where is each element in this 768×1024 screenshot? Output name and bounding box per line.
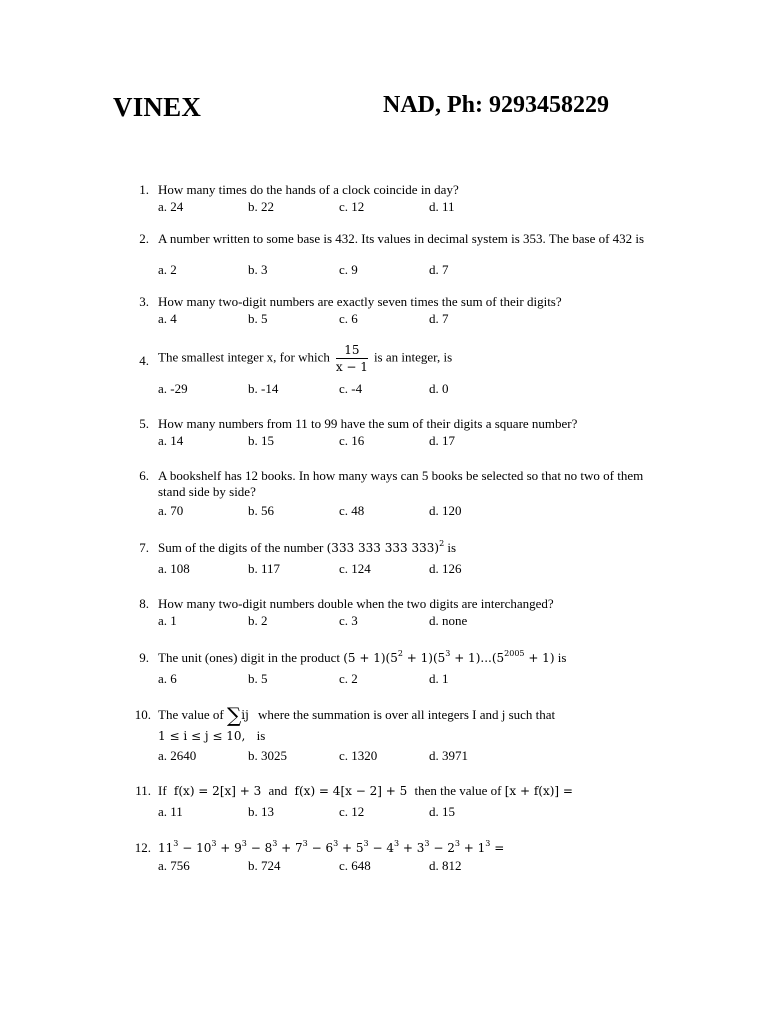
exponent: 3 — [363, 839, 369, 848]
summation-sign: ∑ — [226, 703, 242, 727]
expression-part: + 1)...(5 — [450, 651, 505, 665]
option-a: a. 11 — [158, 804, 183, 819]
question-text-after: is — [447, 540, 457, 555]
expression-part: + 1) — [524, 651, 555, 665]
question-text: How many two-digit numbers double when the two digits are interchanged? — [158, 596, 554, 611]
options-row — [158, 311, 578, 327]
term: + 3 — [402, 841, 425, 855]
question-text-before: The smallest integer x, for which — [158, 349, 330, 365]
option-b: b. 117 — [248, 561, 281, 576]
question-text-after: where the summation is over all integers I and j such that — [258, 707, 556, 722]
question-number: 12. — [134, 840, 151, 855]
option-c: c. 12 — [339, 804, 365, 819]
option-d: d. 126 — [429, 561, 462, 576]
options-row — [158, 433, 578, 449]
expression-part: + 1)(5 — [402, 651, 446, 665]
option-d: d. 3971 — [429, 748, 468, 763]
option-a: a. 70 — [158, 503, 184, 518]
question-text — [158, 540, 658, 556]
option-a: a. 756 — [158, 858, 190, 873]
exponent: 3 — [424, 839, 430, 848]
question-text — [158, 342, 658, 375]
expression-base: (333 333 333 333) — [326, 541, 440, 555]
question-number: 2. — [139, 231, 149, 246]
exponent: 3 — [485, 839, 491, 848]
option-d: d. 7 — [429, 311, 449, 326]
exponent: 3 — [445, 649, 451, 658]
question-number: 8. — [139, 596, 149, 611]
question-number: 6. — [139, 468, 149, 483]
option-a: a. 6 — [158, 671, 177, 686]
expression-exponent: 2 — [439, 539, 445, 548]
term: − 10 — [182, 841, 212, 855]
option-d: d. 17 — [429, 433, 455, 448]
option-d: d. 1 — [429, 671, 449, 686]
question-expression — [158, 840, 658, 856]
option-a: a. 4 — [158, 311, 177, 326]
question-text-before: Sum of the digits of the number — [158, 540, 324, 555]
option-c: c. 124 — [339, 561, 371, 576]
option-c: c. 9 — [339, 262, 358, 277]
options-row — [158, 262, 578, 278]
option-c: c. -4 — [339, 381, 363, 396]
term: + 5 — [342, 841, 364, 855]
question-text-after: is — [557, 650, 567, 665]
option-c: c. 6 — [339, 311, 358, 326]
page-header — [0, 92, 768, 132]
exponent: 2 — [397, 649, 403, 658]
question-number: 1. — [139, 182, 149, 197]
function-expression-1: f(x) = 2[x] + 3 — [173, 784, 262, 798]
question-text-if: If — [158, 783, 167, 798]
question-number: 7. — [139, 540, 149, 555]
question-text: How many numbers from 11 to 99 have the sum of their digits a square number? — [158, 416, 578, 431]
option-a: a. 108 — [158, 561, 190, 576]
question-text-after: is an integer, is — [373, 349, 453, 365]
fraction-denominator: x − 1 — [335, 360, 368, 374]
options-row — [158, 199, 578, 215]
math-expression — [327, 541, 445, 555]
options-row — [158, 613, 578, 629]
term: 11 — [158, 841, 174, 855]
question-number: 10. — [134, 707, 151, 722]
options-row — [158, 503, 578, 519]
option-b: b. -14 — [248, 381, 279, 396]
option-c: c. 648 — [339, 858, 371, 873]
exponent: 3 — [454, 839, 460, 848]
option-a: a. -29 — [158, 381, 188, 396]
term: − 8 — [250, 841, 273, 855]
question-text-is: is — [256, 728, 266, 743]
option-b: b. 2 — [248, 613, 268, 628]
exponent: 3 — [241, 839, 247, 848]
option-b: b. 15 — [248, 433, 274, 448]
term: − 2 — [433, 841, 455, 855]
fraction — [336, 342, 368, 375]
term: − 6 — [311, 841, 334, 855]
options-row — [158, 381, 578, 397]
question-text-middle: then the value of — [414, 783, 502, 798]
option-c: c. 3 — [339, 613, 358, 628]
options-row — [158, 748, 578, 764]
option-c: c. 16 — [339, 433, 365, 448]
exponent: 3 — [173, 839, 179, 848]
equals-sign: = — [494, 841, 505, 855]
exponent: 2005 — [504, 649, 525, 658]
exponent: 3 — [211, 839, 217, 848]
question-number: 4. — [139, 353, 149, 368]
options-row — [158, 804, 578, 820]
question-text — [158, 783, 698, 799]
brand-title: VINEX — [113, 92, 202, 122]
question-text: How many times do the hands of a clock coincide in day? — [158, 182, 459, 197]
question-text-and: and — [268, 783, 288, 798]
option-d: d. 11 — [429, 199, 455, 214]
target-expression: [x + f(x)] = — [504, 784, 573, 798]
question-number: 5. — [139, 416, 149, 431]
question-text — [158, 650, 658, 666]
exponent: 3 — [333, 839, 339, 848]
option-b: b. 22 — [248, 199, 274, 214]
fraction-numerator: 15 — [336, 342, 368, 359]
option-a: a. 14 — [158, 433, 184, 448]
option-b: b. 5 — [248, 311, 268, 326]
option-d: d. 15 — [429, 804, 455, 819]
term: + 7 — [281, 841, 303, 855]
question-text-before: The value of — [158, 707, 224, 722]
math-expression — [343, 651, 554, 665]
question-text: How many two-digit numbers are exactly seven times the sum of their digits? — [158, 294, 562, 309]
expression-part: (5 + 1)(5 — [343, 651, 398, 665]
question-number: 11. — [135, 783, 151, 798]
question-text-before: The unit (ones) digit in the product — [158, 650, 340, 665]
option-d: d. none — [429, 613, 468, 628]
option-a: a. 1 — [158, 613, 177, 628]
function-expression-2: f(x) = 4[x − 2] + 5 — [294, 784, 408, 798]
option-d: d. 120 — [429, 503, 462, 518]
option-b: b. 3025 — [248, 748, 287, 763]
option-c: c. 1320 — [339, 748, 378, 763]
option-c: c. 48 — [339, 503, 365, 518]
exponent: 3 — [393, 839, 400, 848]
option-a: a. 2640 — [158, 748, 197, 763]
condition-line — [158, 728, 265, 744]
question-text: A number written to some base is 432. Its values in decimal system is 353. The base of 432 is — [158, 231, 645, 246]
option-b: b. 56 — [248, 503, 274, 518]
option-d: d. 0 — [429, 381, 449, 396]
term: + 1 — [463, 841, 486, 855]
summation-term: ij — [241, 708, 249, 722]
question-number: 3. — [139, 294, 149, 309]
option-d: d. 812 — [429, 858, 462, 873]
options-row — [158, 858, 578, 874]
term: + 9 — [220, 841, 242, 855]
option-d: d. 7 — [429, 262, 449, 277]
question-number: 9. — [139, 650, 149, 665]
summation-condition: 1 ≤ i ≤ j ≤ 10, — [158, 729, 246, 743]
question-text: A bookshelf has 12 books. In how many ways can 5 books be selected so that no two of them stand side by side? — [158, 468, 644, 499]
option-c: c. 2 — [339, 671, 358, 686]
option-b: b. 724 — [248, 858, 281, 873]
exponent: 3 — [272, 839, 278, 848]
option-a: a. 2 — [158, 262, 177, 277]
options-row — [158, 671, 578, 687]
contact-info: NAD, Ph: 9293458229 — [383, 92, 609, 118]
option-a: a. 24 — [158, 199, 184, 214]
option-b: b. 13 — [248, 804, 274, 819]
term: − 4 — [372, 841, 394, 855]
exponent: 3 — [302, 839, 308, 848]
question-text — [158, 703, 678, 727]
option-b: b. 3 — [248, 262, 268, 277]
options-row — [158, 561, 578, 577]
option-c: c. 12 — [339, 199, 365, 214]
option-b: b. 5 — [248, 671, 268, 686]
